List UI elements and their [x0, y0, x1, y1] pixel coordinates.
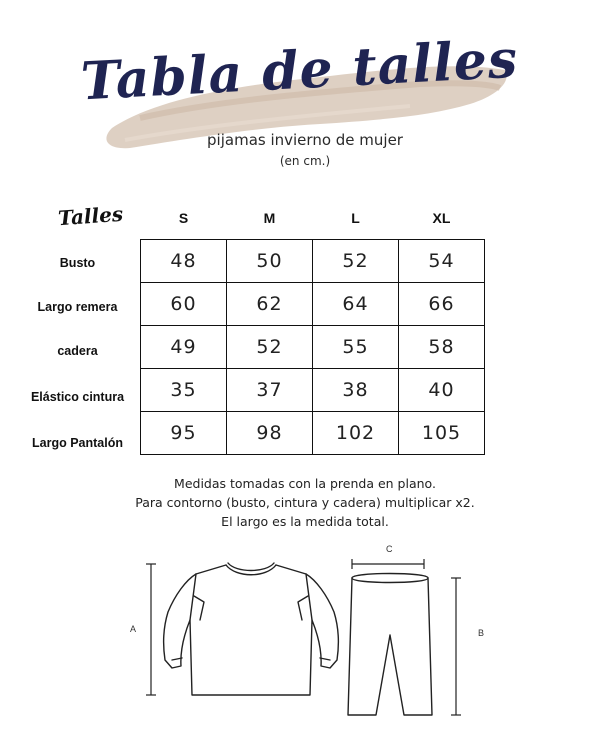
- table-cell: 60: [141, 283, 227, 326]
- dimension-c-marker: [352, 559, 424, 569]
- table-cell: 64: [313, 283, 399, 326]
- size-header-m: M: [263, 210, 276, 226]
- table-cell: 48: [141, 240, 227, 283]
- unit-label: (en cm.): [279, 154, 331, 168]
- table-cell: 40: [399, 369, 485, 412]
- table-cell: 52: [313, 240, 399, 283]
- table-row: [141, 412, 485, 455]
- table-cell: 52: [227, 326, 313, 369]
- size-table: [140, 239, 485, 455]
- table-cell: 54: [399, 240, 485, 283]
- pants-icon: [348, 574, 432, 716]
- dimension-b-marker: [451, 578, 461, 715]
- page-title: Tabla de talles: [79, 28, 520, 113]
- table-cell: 66: [399, 283, 485, 326]
- row-label-largo-pantalon: Largo Pantalón: [32, 436, 123, 450]
- table-cell: 98: [227, 412, 313, 455]
- table-row: [141, 369, 485, 412]
- table-row: [141, 283, 485, 326]
- dimension-a-label: A: [130, 624, 137, 634]
- row-label-largo-remera: Largo remera: [37, 300, 118, 314]
- garment-diagram: [0, 540, 600, 750]
- table-row: [141, 240, 485, 283]
- measurement-notes: [0, 474, 600, 531]
- dimension-b-label: B: [478, 628, 485, 638]
- note-line: El largo es la medida total.: [221, 514, 389, 529]
- table-cell: 37: [227, 369, 313, 412]
- table-cell: 95: [141, 412, 227, 455]
- sizes-corner-label: Talles: [57, 201, 124, 231]
- table-cell: 50: [227, 240, 313, 283]
- table-cell: 35: [141, 369, 227, 412]
- table-cell: 62: [227, 283, 313, 326]
- dimension-c-label: C: [386, 544, 393, 554]
- size-header-l: L: [351, 210, 360, 226]
- table-cell: 58: [399, 326, 485, 369]
- table-cell: 55: [313, 326, 399, 369]
- shirt-icon: [164, 563, 339, 695]
- row-label-elastico-cintura: Elástico cintura: [30, 390, 125, 404]
- table-cell: 38: [313, 369, 399, 412]
- header: [0, 0, 600, 190]
- dimension-a-marker: [146, 564, 156, 695]
- table-cell: 105: [399, 412, 485, 455]
- row-label-cadera: cadera: [57, 344, 98, 358]
- size-header-s: S: [178, 210, 189, 226]
- table-row: [141, 326, 485, 369]
- row-label-busto: Busto: [59, 256, 96, 270]
- subtitle: pijamas invierno de mujer: [207, 131, 403, 149]
- note-line: Para contorno (busto, cintura y cadera) multiplicar x2.: [135, 495, 475, 510]
- table-cell: 102: [313, 412, 399, 455]
- size-header-xl: XL: [432, 210, 451, 226]
- note-line: Medidas tomadas con la prenda en plano.: [174, 476, 436, 491]
- table-cell: 49: [141, 326, 227, 369]
